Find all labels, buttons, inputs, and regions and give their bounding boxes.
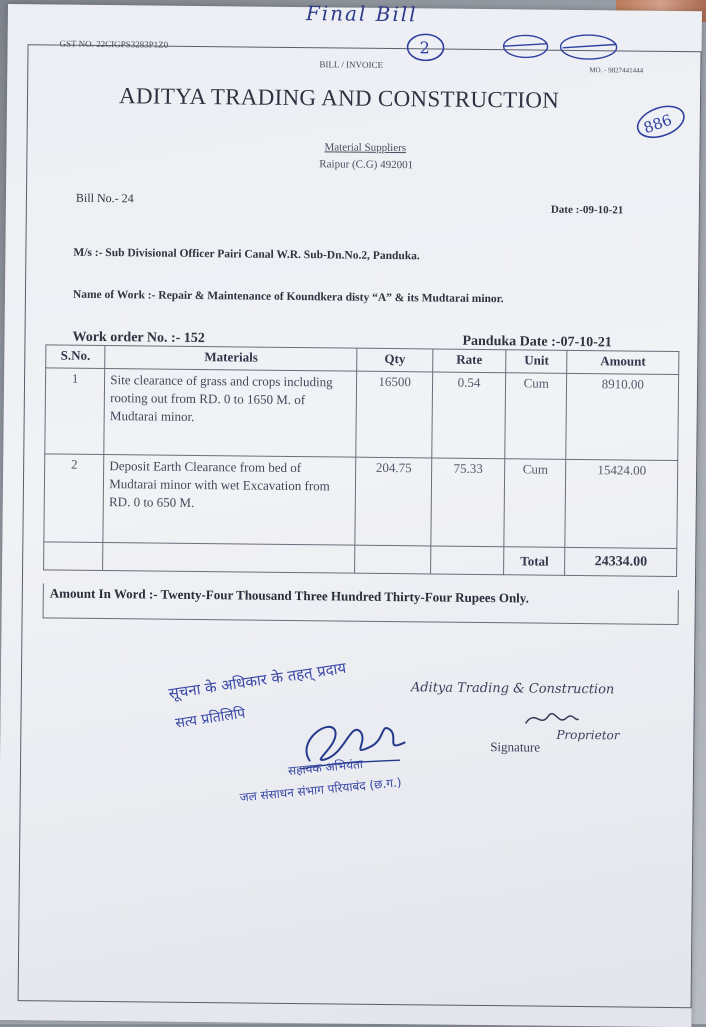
total-empty-cell — [44, 542, 104, 571]
total-amount: 24334.00 — [565, 547, 677, 576]
header-rate: Rate — [432, 349, 506, 373]
signature-label: Signature — [490, 739, 541, 755]
amount-in-words: Amount In Word :- Twenty-Four Thousand Three Hundred Thirty-Four Rupees Only. — [43, 583, 679, 625]
row-rate: 0.54 — [432, 372, 506, 459]
company-signature-stamp: Aditya Trading & Construction — [410, 680, 615, 698]
row-qty: 204.75 — [355, 457, 431, 546]
officer-department: जल संसाधन संभाग परियाबंद (छ.ग.) — [239, 775, 403, 805]
stamp-line-2: सत्य प्रतिलिपि — [174, 705, 247, 732]
work-name: Name of Work :- Repair & Maintenance of Koundkera disty “A” & its Mudtarai minor. — [72, 288, 504, 306]
circled-mark-886 — [635, 103, 689, 142]
company-location: Raipur (C.G) 492001 — [319, 158, 414, 172]
circled-mark-886-text: 886 — [641, 110, 675, 138]
header-amount: Amount — [567, 350, 679, 374]
doc-type: BILL / INVOICE — [319, 59, 384, 70]
total-row — [44, 542, 677, 577]
row-qty: 16500 — [356, 371, 432, 458]
invoice-sheet — [0, 1, 702, 1027]
panduka-date: Panduka Date :-07-10-21 — [462, 333, 612, 351]
proprietor-label: Proprietor — [556, 727, 620, 743]
mobile-number: MO. - 9827441444 — [589, 66, 644, 75]
header-unit: Unit — [506, 350, 568, 374]
gst-number: GST NO. 22CIGPS3283P1Z0 — [59, 38, 169, 50]
row-material: Site clearance of grass and crops including rooting out from RD. 0 to 1650 M. of Mudtarai minor. — [104, 369, 357, 458]
row-rate: 75.33 — [431, 458, 505, 547]
stamp-line-1: सूचना के अधिकार के तहत् प्रदाय — [167, 658, 348, 703]
items-table — [43, 344, 679, 577]
row-unit: Cum — [504, 459, 566, 548]
header-materials: Materials — [105, 346, 357, 372]
officer-designation: सहायक अभियंता — [287, 756, 364, 778]
row-material: Deposit Earth Clearance from bed of Mudtarai minor with wet Excavation from RD. 0 to 650 M. — [103, 455, 356, 546]
bill-date: Date :-09-10-21 — [550, 203, 624, 217]
messrs-line: M/s :- Sub Divisional Officer Pairi Canal W.R. Sub-Dn.No.2, Panduka. — [73, 246, 420, 263]
company-title: ADITYA TRADING AND CONSTRUCTION — [118, 83, 560, 113]
row-unit: Cum — [505, 373, 567, 460]
company-subtitle: Material Suppliers — [324, 141, 407, 155]
row-sno: 2 — [44, 454, 104, 543]
total-label: Total — [504, 547, 566, 576]
bill-number: Bill No.- 24 — [75, 190, 134, 206]
row-amount: 15424.00 — [565, 459, 677, 548]
table-row — [45, 368, 679, 461]
row-amount: 8910.00 — [566, 373, 678, 460]
table-row — [44, 454, 678, 549]
header-sno: S.No. — [46, 345, 106, 369]
circled-marks — [405, 30, 635, 72]
row-sno: 1 — [45, 368, 105, 455]
total-empty-cell — [103, 543, 355, 574]
work-order-number: Work order No. :- 152 — [72, 329, 205, 347]
top-scribble: Final Bill — [305, 1, 418, 27]
header-qty: Qty — [357, 348, 433, 372]
total-empty-cell — [430, 546, 504, 575]
circled-mark-2: 2 — [419, 38, 430, 58]
total-empty-cell — [355, 545, 431, 574]
